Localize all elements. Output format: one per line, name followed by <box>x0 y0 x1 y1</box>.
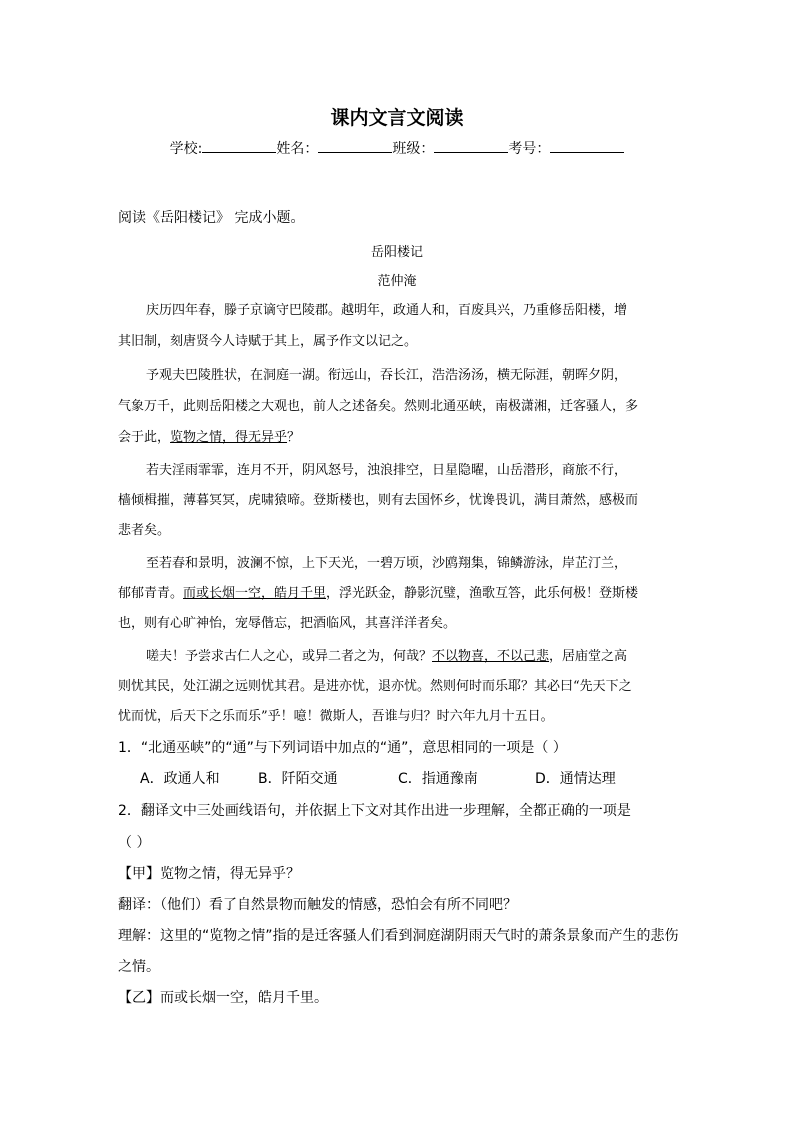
passage-author: 范仲淹 <box>377 274 417 289</box>
intro-text: 阅读《岳阳楼记》 完成小题。 <box>118 210 305 226</box>
q2-part-a-understanding: 理解：这里的“览物之情”指的是迁客骚人们看到洞庭湖阴雨天气时的萧条景象而产生的悲伤 <box>118 928 679 944</box>
page-title: 课内文言文阅读 <box>330 107 464 129</box>
q1-option-b[interactable]: B．阡陌交通 <box>258 771 338 787</box>
school-blank[interactable] <box>202 140 276 153</box>
student-info-line <box>0 138 794 158</box>
name-blank[interactable] <box>318 140 392 153</box>
question-1-stem: 1．“北通巫峡”的“通”与下列词语中加点的“通”，意思相同的一项是（ ） <box>118 740 567 756</box>
q1-option-c[interactable]: C．指通豫南 <box>398 771 478 787</box>
q1-option-a[interactable]: A．政通人和 <box>140 771 220 787</box>
passage-line: 予观夫巴陵胜状，在洞庭一湖。衔远山，吞长江，浩浩汤汤，横无际涯，朝晖夕阴， <box>146 368 628 383</box>
class-label: 班级： <box>392 141 435 157</box>
exam-no-label: 考号： <box>508 141 551 157</box>
passage-line: 至若春和景明，波澜不惊，上下天光，一碧万顷，沙鸥翔集，锦鳞游泳，岸芷汀兰， <box>146 556 628 571</box>
passage-line <box>118 426 300 445</box>
passage-line: 也，则有心旷神怡，宠辱偕忘，把酒临风，其喜洋洋者矣。 <box>118 616 457 631</box>
q2-part-b-label: 【乙】而或长烟一空，皓月千里。 <box>118 990 328 1006</box>
underlined-sentence-c: 不以物喜，不以己悲 <box>432 649 550 664</box>
q2-part-a-understanding-cont: 之情。 <box>118 959 160 975</box>
passage-segment: 会于此， <box>118 430 171 445</box>
passage-line: 若夫淫雨霏霏，连月不开，阴风怒号，浊浪排空，日星隐曜，山岳潜形，商旅不行， <box>146 463 628 478</box>
passage-segment: 郁郁青青。 <box>118 586 184 601</box>
passage-line: 樯倾楫摧，薄暮冥冥，虎啸猿啼。登斯楼也，则有去国怀乡，忧谗畏讥，满目萧然，感极而 <box>118 493 639 508</box>
passage-segment: ，居庙堂之高 <box>549 649 628 664</box>
underlined-sentence-b: 而或长烟一空，皓月千里 <box>183 586 327 601</box>
name-label: 姓名： <box>276 141 319 157</box>
passage-segment: 嗟夫！予尝求古仁人之心，或异二者之为，何哉？ <box>146 649 433 664</box>
passage-line: 悲者矣。 <box>118 523 171 538</box>
q1-option-d[interactable]: D．通情达理 <box>535 771 616 787</box>
class-blank[interactable] <box>434 140 508 153</box>
exam-no-blank[interactable] <box>550 140 624 153</box>
passage-line: 气象万千，此则岳阳楼之大观也，前人之述备矣。然则北通巫峡，南极潇湘，迁客骚人，多 <box>118 399 639 414</box>
passage-line: 庆历四年春，滕子京谪守巴陵郡。越明年，政通人和，百废具兴，乃重修岳阳楼，增 <box>146 303 628 318</box>
q2-part-a-translation: 翻译：（他们）看了自然景物而触发的情感，恐怕会有所不同吧？ <box>118 897 517 913</box>
school-label: 学校: <box>169 141 203 157</box>
passage-line: 其旧制，刻唐贤今人诗赋于其上，属予作文以记之。 <box>118 334 418 349</box>
passage-title: 岳阳楼记 <box>370 245 423 260</box>
passage-segment: ，浮光跃金，静影沉璧，渔歌互答，此乐何极！登斯楼 <box>326 586 639 601</box>
passage-line <box>146 645 627 664</box>
passage-segment: ？ <box>287 430 301 445</box>
question-2-stem: 2．翻译文中三处画线语句，并依据上下文对其作出进一步理解，全都正确的一项是 <box>118 803 631 819</box>
underlined-sentence-a: 览物之情，得无异乎 <box>170 430 288 445</box>
q2-part-a-label: 【甲】览物之情，得无异乎？ <box>118 866 300 882</box>
passage-line: 忧而忧，后天下之乐而乐”乎！噫！微斯人，吾谁与归？时六年九月十五日。 <box>118 709 554 724</box>
question-2-answer-paren: （ ） <box>118 835 151 851</box>
passage-line <box>118 582 638 601</box>
passage-line: 则忧其民，处江湖之远则忧其君。是进亦忧，退亦忧。然则何时而乐耶？其必曰“先天下之 <box>118 679 632 694</box>
